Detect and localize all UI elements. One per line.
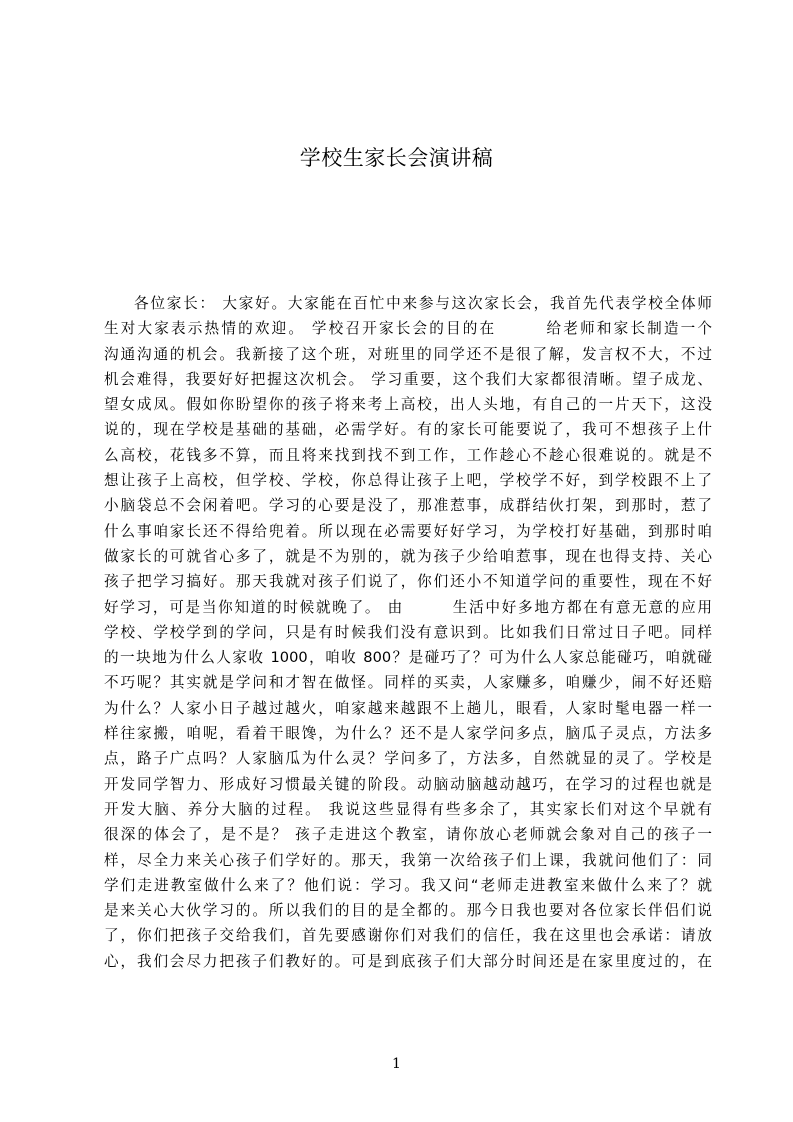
body-line: 样往家搬，咱呢，看着干眼馋，为什么？还不是人家学问多点，脑瓜子灵点，方法多 (104, 725, 712, 743)
body-line: 是来关心大伙学习的。所以我们的目的是全都的。那今日我也要对各位家长伴侣们说 (104, 902, 712, 920)
body-line: 望女成凤。假如你盼望你的孩子将来考上高校，出人头地，有自己的一片天下，这没 (104, 396, 712, 414)
document-title: 学校生家长会演讲稿 (299, 146, 494, 170)
body-line: 为什么？人家小日子越过越火，咱家越来越跟不上趟儿，眼看，人家时髦电器一样一 (104, 699, 712, 717)
body-line: 的一块地为什么人家收 1000，咱收 800？是碰巧了？可为什么人家总能碰巧，咱就碰 (104, 649, 712, 667)
body-line: 什么事咱家长还不得给兜着。所以现在必需要好好学习，为学校打好基础，到那时咱 (104, 522, 712, 540)
body-line: 小脑袋总不会闲着吧。学习的心要是没了，那准惹事，成群结伙打架，到那时，惹了 (104, 497, 712, 515)
body-line: 开发大脑、养分大脑的过程。 我说这些显得有些多余了，其实家长们对这个早就有 (104, 800, 712, 818)
body-line: 机会难得，我要好好把握这次机会。 学习重要，这个我们大家都很清晰。望子成龙、 (104, 370, 712, 388)
body-line: 心，我们会尽力把孩子们教好的。可是到底孩子们大部分时间还是在家里度过的，在 (104, 952, 712, 970)
body-line: 学校、学校学到的学问，只是有时候我们没有意识到。比如我们日常过日子吧。同样 (104, 623, 712, 641)
body-line: 点，路子广点吗？人家脑瓜为什么灵？学问多了，方法多，自然就显的灵了。学校是 (104, 750, 712, 768)
body-line: 开发同学智力、形成好习惯最关键的阶段。动脑动脑越动越巧，在学习的过程也就是 (104, 775, 712, 793)
document-body (104, 291, 712, 974)
body-line: 孩子把学习搞好。那天我就对孩子们说了，你们还小不知道学问的重要性，现在不好 (104, 573, 712, 591)
body-line: 好学习，可是当你知道的时候就晚了。 由 生活中好多地方都在有意无意的应用 (104, 598, 712, 616)
body-line: 了，你们把孩子交给我们，首先要感谢你们对我们的信任，我在这里也会承诺：请放 (104, 927, 712, 945)
body-line: 么高校，花钱多不算，而且将来找到找不到工作，工作趁心不趁心很难说的。就是不 (104, 446, 712, 464)
body-line: 不巧呢？其实就是学问和才智在做怪。同样的买卖，人家赚多，咱赚少，闹不好还赔 (104, 674, 712, 692)
body-line: 生对大家表示热情的欢迎。 学校召开家长会的目的在 给老师和家长制造一个 (104, 320, 712, 338)
page-number: 1 (392, 1056, 401, 1072)
body-line: 想让孩子上高校，但学校、学校，你总得让孩子上吧，学校学不好，到学校跟不上了 (104, 472, 712, 490)
body-line: 沟通沟通的机会。我新接了这个班，对班里的同学还不是很了解，发言权不大，不过 (104, 345, 712, 363)
body-line: 说的，现在学校是基础的基础，必需学好。有的家长可能要说了，我可不想孩子上什 (104, 421, 712, 439)
body-line: 很深的体会了，是不是？ 孩子走进这个教室，请你放心老师就会象对自己的孩子一 (104, 826, 712, 844)
body-line: 样，尽全力来关心孩子们学好的。那天，我第一次给孩子们上课，我就问他们了：同 (104, 851, 712, 869)
body-line: 做家长的可就省心多了，就是不为别的，就为孩子少给咱惹事，现在也得支持、关心 (104, 547, 712, 565)
body-line: 学们走进教室做什么来了？他们说：学习。我又问“老师走进教室来做什么来了？就 (104, 876, 712, 894)
body-line: 各位家长： 大家好。大家能在百忙中来参与这次家长会，我首先代表学校全体师 (134, 295, 712, 312)
